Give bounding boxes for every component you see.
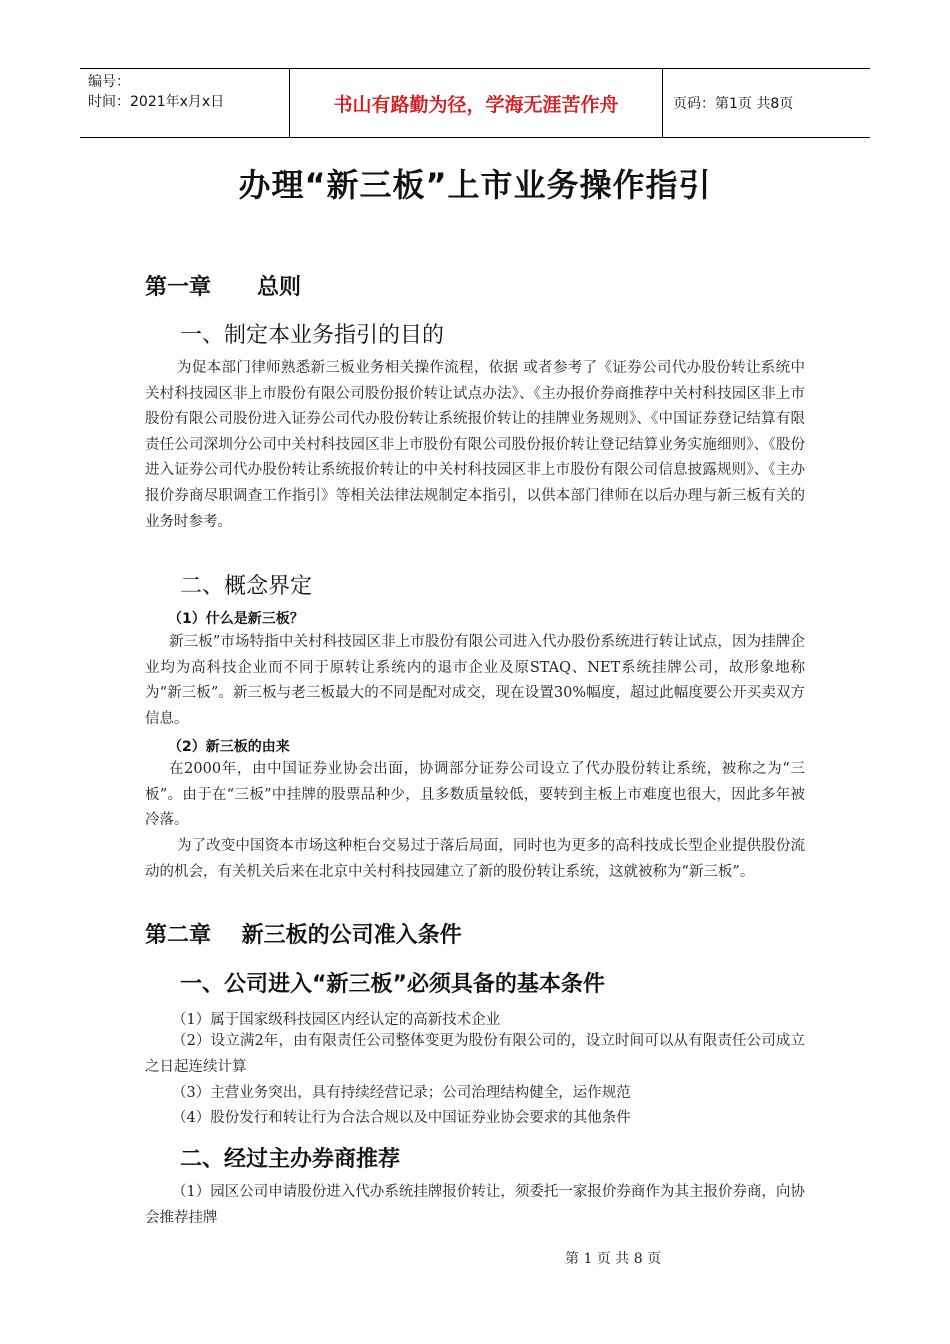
ch1-section-2-title: 二、概念界定 [180, 574, 313, 599]
question-2-paragraph-2: 为了改变中国资本市场这种柜台交易过于落后局面，同时也为更多的高科技成长型企业提供股份流动的机会，有关机关后来在北京中关村科技园建立了新的股份转让系统，这就被称为“新三板”。 [145, 838, 805, 880]
header-page-code: 页码：第1页 共8页 [673, 96, 794, 112]
chapter-1-title: 第一章 总则 [145, 275, 301, 300]
ch1-section-1-title: 一、制定本业务指引的目的 [180, 323, 445, 348]
header-meta [80, 69, 289, 137]
date-label: 时间：2021年x月x日 [88, 94, 225, 110]
ch1-section-1-paragraph: 为促本部门律师熟悉新三板业务相关操作流程，依据 或者参考了《证券公司代办股份转让系统中关村科技园区非上市股份有限公司股份报价转让试点办法》、《主办报价券商推荐中关村科技园区非上市股份有限公司股份进入证券公司代办股份转让系统报价转让的挂牌业务规则》、《中国证券登记结算有限责任公司深圳分公司中关村科技园区非上市股份有限公司股份报价转让登记结算业务实施细则》、《股份进入证券公司代办股份转让系统报价转让的中关村科技园区非上市股份有限公司信息披露规则》、《主办报价券商尽职调查工作指引》等相关法律法规制定本指引，以供本部门律师在以后办理与新三板有关的业务时参考。 [145, 360, 805, 530]
question-1-paragraph: 新三板”市场特指中关村科技园区非上市股份有限公司进入代办股份系统进行转让试点，因为挂牌企业均为高科技企业而不同于原转让系统内的退市企业及原STAQ、NET系统挂牌公司，故形象地称为“新三板”。新三板与老三板最大的不同是配对成交，现在设置30%幅度，超过此幅度要公开买卖双方信息。 [145, 634, 805, 727]
question-2-heading: （2）新三板的由来 [168, 739, 290, 755]
question-2-paragraph-1: 在2000年，由中国证券业协会出面，协调部分证券公司设立了代办股份转让系统，被称之为“三板”。由于在“三板”中挂牌的股票品种少，且多数质量较低，要转到主板上市难度也很大，因此多年被冷落。 [145, 761, 805, 829]
ch2-section-2-title: 二、经过主办券商推荐 [180, 1147, 401, 1172]
header-motto: 书山有路勤为径，学海无涯苦作舟 [289, 69, 663, 137]
page-footer: 第 1 页 共 8 页 [565, 1251, 662, 1267]
question-1-heading: （1）什么是新三板？ [168, 611, 304, 627]
number-label: 编号： [88, 74, 130, 90]
ch2-section-1-title: 一、公司进入“新三板”必须具备的基本条件 [180, 972, 605, 997]
document-header [80, 68, 870, 138]
condition-item-2: （2）设立满2年，由有限责任公司整体变更为股份有限公司的，设立时间可以从有限责任公司成立之日起连续计算 [145, 1033, 805, 1075]
condition-item-3: （3）主营业务突出，具有持续经营记录；公司治理结构健全，运作规范 [172, 1085, 631, 1101]
ch2-section-2-item-1: （1）园区公司申请股份进入代办系统挂牌报价转让，须委托一家报价券商作为其主报价券商，向协会推荐挂牌 [145, 1184, 805, 1226]
condition-item-4: （4）股份发行和转让行为合法合规以及中国证券业协会要求的其他条件 [172, 1110, 631, 1126]
document-title: 办理“新三板”上市业务操作指引 [238, 166, 712, 204]
chapter-2-title: 第二章 新三板的公司准入条件 [145, 923, 462, 948]
condition-item-1: （1）属于国家级科技园区内经认定的高新技术企业 [172, 1012, 501, 1028]
